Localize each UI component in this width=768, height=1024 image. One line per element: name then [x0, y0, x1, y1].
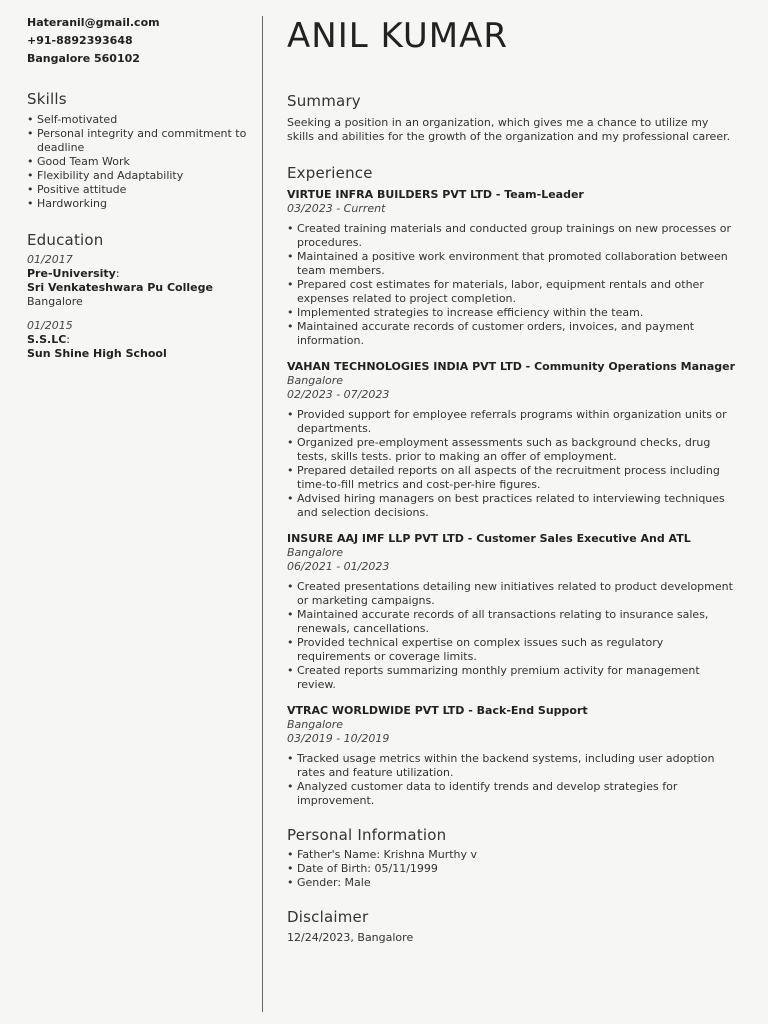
personal-info-item: • Father's Name: Krishna Murthy v: [287, 848, 737, 862]
job-bullets: [287, 580, 737, 692]
job-location: Bangalore: [287, 718, 344, 731]
job-location: Bangalore: [287, 546, 344, 559]
skill-item: • Self-motivated: [27, 113, 249, 127]
job-bullet: • Created reports summarizing monthly premium activity for management review.: [287, 664, 737, 692]
education-entry: [27, 253, 249, 309]
job-bullet: • Prepared cost estimates for materials, labor, equipment rentals and other expenses related to project completion.: [287, 278, 737, 306]
job-entry: [287, 704, 737, 808]
education-school: Sri Venkateshwara Pu College: [27, 281, 213, 294]
contact-location: Bangalore 560102: [27, 52, 140, 65]
job-bullet: • Analyzed customer data to identify trends and develop strategies for improvement.: [287, 780, 737, 808]
job-dates: 02/2023 - 07/2023: [287, 388, 390, 401]
education-entry: [27, 319, 249, 361]
job-dates: 06/2021 - 01/2023: [287, 560, 390, 573]
job-bullet: • Prepared detailed reports on all aspects of the recruitment process including time-to-fill metrics and cost-per-hire figures.: [287, 464, 737, 492]
job-dates: 03/2023 - Current: [287, 202, 386, 215]
summary-text: Seeking a position in an organization, which gives me a chance to utilize my skills and abilities for the growth of the organization and my professional career.: [287, 116, 731, 143]
skill-item: • Positive attitude: [27, 183, 249, 197]
job-bullet: • Maintained a positive work environment that promoted collaboration between team members.: [287, 250, 737, 278]
personal-info-heading: Personal Information: [287, 826, 447, 844]
job-title: VAHAN TECHNOLOGIES INDIA PVT LTD - Community Operations Manager: [287, 360, 736, 373]
job-bullet: • Created presentations detailing new initiatives related to product development or marketing campaigns.: [287, 580, 737, 608]
job-title: VTRAC WORLDWIDE PVT LTD - Back-End Support: [287, 704, 588, 717]
skill-item: • Hardworking: [27, 197, 249, 211]
job-title: VIRTUE INFRA BUILDERS PVT LTD - Team-Leader: [287, 188, 584, 201]
skills-heading: Skills: [27, 90, 67, 108]
job-bullet: • Provided technical expertise on complex issues such as regulatory requirements or coverage limits.: [287, 636, 737, 664]
education-school: Sun Shine High School: [27, 347, 167, 360]
contact-info: [27, 14, 249, 68]
job-bullet: • Maintained accurate records of customer orders, invoices, and payment information.: [287, 320, 737, 348]
job-bullet: • Organized pre-employment assessments such as background checks, drug tests, skills tests. prior to making an offer of employment.: [287, 436, 737, 464]
contact-phone: +91-8892393648: [27, 34, 133, 47]
personal-info-item: • Date of Birth: 05/11/1999: [287, 862, 737, 876]
education-place: Bangalore: [27, 295, 83, 308]
disclaimer-heading: Disclaimer: [287, 908, 369, 926]
education-heading: Education: [27, 231, 104, 249]
personal-info-item: • Gender: Male: [287, 876, 737, 890]
job-location: Bangalore: [287, 374, 344, 387]
personal-info-list: [287, 848, 737, 890]
education-date: 01/2017: [27, 253, 73, 266]
education-degree: Pre-University:: [27, 267, 120, 280]
contact-email: Hateranil@gmail.com: [27, 16, 160, 29]
job-bullets: [287, 408, 737, 520]
job-bullet: • Implemented strategies to increase efficiency within the team.: [287, 306, 737, 320]
job-bullet: • Tracked usage metrics within the backend systems, including user adoption rates and feature utilization.: [287, 752, 737, 780]
job-bullets: [287, 752, 737, 808]
skill-item: • Good Team Work: [27, 155, 249, 169]
job-bullets: [287, 222, 737, 348]
column-divider: [262, 16, 263, 1012]
job-bullet: • Created training materials and conducted group trainings on new processes or procedures.: [287, 222, 737, 250]
job-bullet: • Advised hiring managers on best practices related to interviewing techniques and selection decisions.: [287, 492, 737, 520]
job-bullet: • Maintained accurate records of all transactions relating to insurance sales, renewals, cancellations.: [287, 608, 737, 636]
skill-item: • Flexibility and Adaptability: [27, 169, 249, 183]
skills-list: [27, 113, 249, 211]
education-date: 01/2015: [27, 319, 73, 332]
experience-heading: Experience: [287, 164, 373, 182]
job-dates: 03/2019 - 10/2019: [287, 732, 390, 745]
candidate-name: ANIL KUMAR: [287, 16, 508, 56]
disclaimer-text: 12/24/2023, Bangalore: [287, 931, 414, 944]
job-entry: [287, 188, 737, 348]
summary-heading: Summary: [287, 92, 361, 110]
skill-item: • Personal integrity and commitment to deadline: [27, 127, 249, 155]
education-degree: S.S.LC:: [27, 333, 71, 346]
job-entry: [287, 360, 737, 520]
left-column: [27, 14, 249, 361]
job-bullet: • Provided support for employee referrals programs within organization units or departments.: [287, 408, 737, 436]
job-entry: [287, 532, 737, 692]
right-column: [287, 14, 737, 945]
job-title: INSURE AAJ IMF LLP PVT LTD - Customer Sales Executive And ATL: [287, 532, 691, 545]
